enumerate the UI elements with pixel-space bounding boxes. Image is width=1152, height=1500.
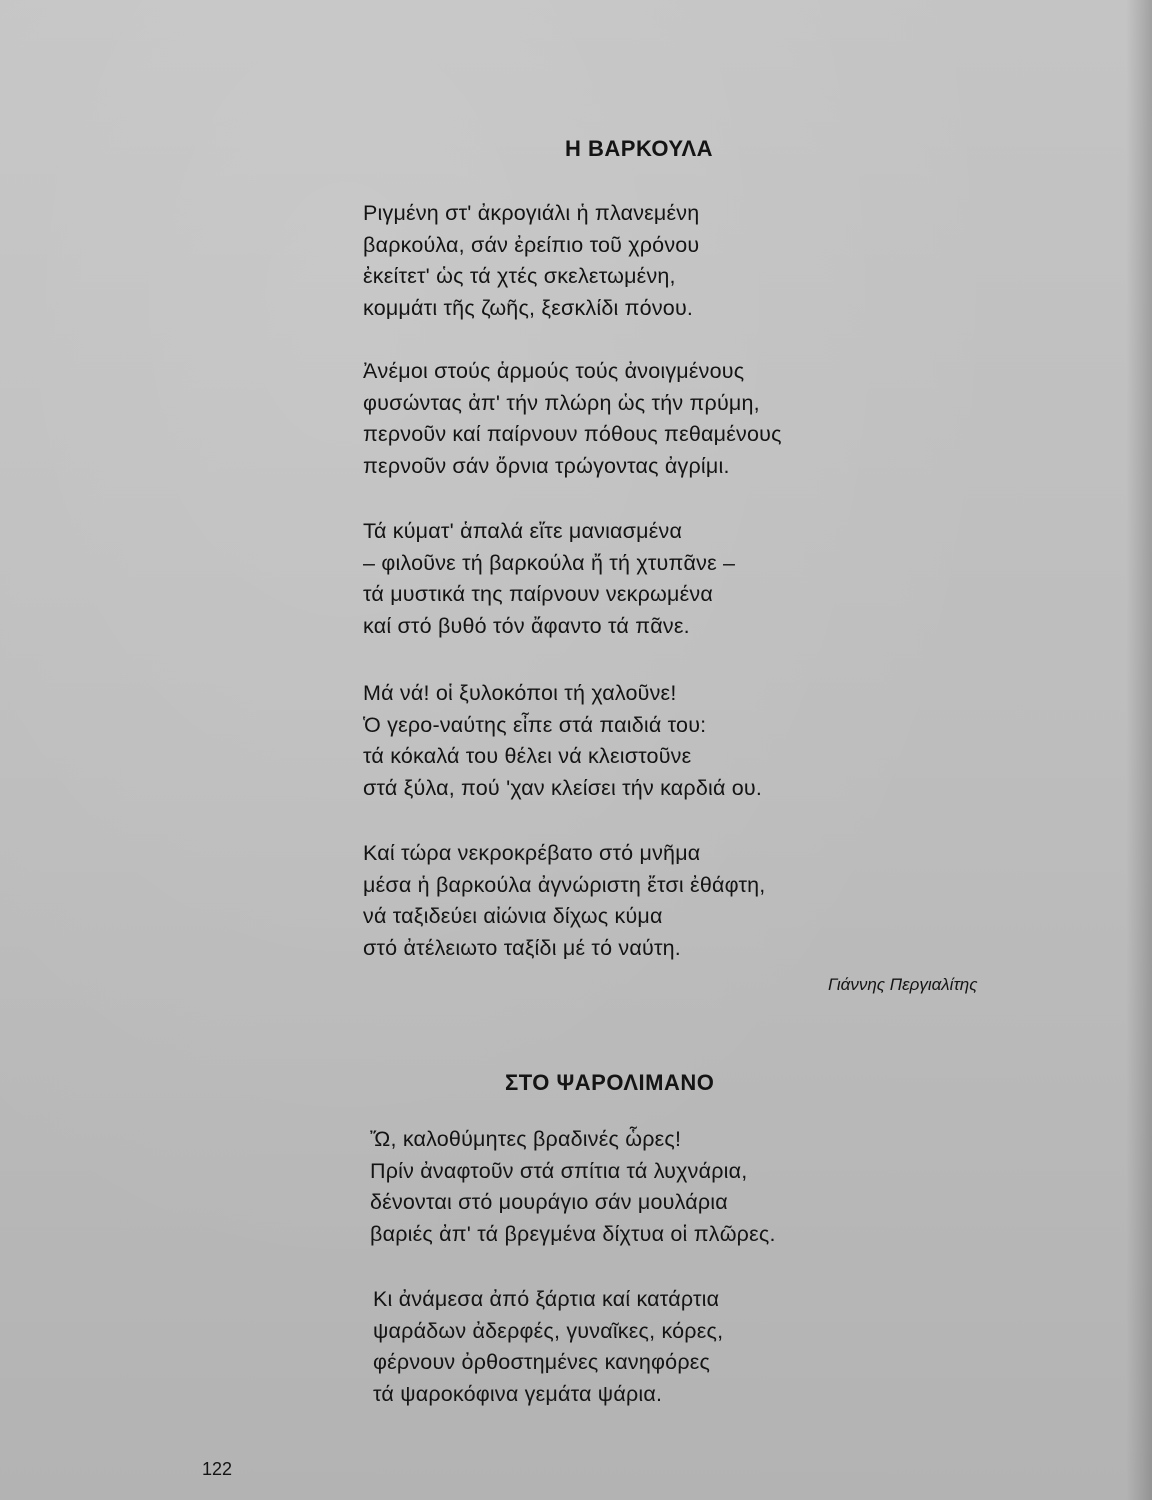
poem-author: Γιάννης Περγιαλίτης [828,975,978,994]
poem-line: Μά νά! οἱ ξυλοκόποι τή χαλοῦνε! [363,681,677,705]
poem-line: Τά κύματ' ἁπαλά εἴτε μανιασμένα [363,519,683,543]
poem-line: τά μυστικά της παίρνουν νεκρωμένα [363,582,713,606]
poem-line: δένονται στό μουράγιο σάν μουλάρια [370,1190,728,1214]
poem-line: Ὁ γερο-ναύτης εἶπε στά παιδιά του: [363,712,707,737]
poem1-stanza-4 [363,678,762,804]
poem-line: Ἀνέμοι στούς ἁρμούς τούς ἀνοιγμένους [363,359,745,383]
poem-line: τά ψαροκόφινα γεμάτα ψάρια. [373,1381,663,1406]
poem-line: κομμάτι τῆς ζωῆς, ξεσκλίδι πόνου. [363,295,694,320]
poem1-stanza-3 [363,516,735,642]
poem-line: τά κόκαλά του θέλει νά κλειστοῦνε [363,744,692,768]
poem-line: Πρίν ἀναφτοῦν στά σπίτια τά λυχνάρια, [370,1158,748,1183]
poem1-stanza-1 [363,198,699,324]
poem1-stanza-5 [363,838,765,964]
page-edge-shadow [1126,0,1152,1500]
poem2-stanza-2 [373,1284,723,1410]
poem-line: ἐκείτετ' ὡς τά χτές σκελετωμένη, [363,264,676,288]
poem-line: καί στό βυθό τόν ἄφαντο τά πᾶνε. [363,613,690,638]
poem-title-psarolimano: ΣΤΟ ΨΑΡΟΛΙΜΑΝΟ [505,1070,715,1095]
poem-line: φέρνουν ὀρθοστημένες κανηφόρες [373,1350,711,1374]
poem-line: στό ἀτέλειωτο ταξίδι μέ τό ναύτη. [363,935,681,960]
page-number: 122 [202,1459,233,1479]
poem-line: νά ταξιδεύει αἰώνια δίχως κύμα [363,904,663,928]
poem-title-varkoula: Η ΒΑΡΚΟΥΛΑ [565,136,714,161]
poem-line: περνοῦν σάν ὄρνια τρώγοντας ἀγρίμι. [363,453,730,478]
poem-line: – φιλοῦνε τή βαρκούλα ἤ τή χτυπᾶνε – [363,550,736,575]
poem-line: Κι ἀνάμεσα ἀπό ξάρτια καί κατάρτια [373,1287,720,1311]
poem-line: ψαράδων ἀδερφές, γυναῖκες, κόρες, [373,1318,724,1343]
poem-line: στά ξύλα, πού 'χαν κλείσει τήν καρδιά ου. [363,775,763,800]
poem-line: μέσα ἡ βαρκούλα ἀγνώριστη ἔτσι ἐθάφτη, [363,872,766,897]
poem-line: Ριγμένη στ' ἀκρογιάλι ἡ πλανεμένη [363,201,700,225]
poem-line: περνοῦν καί παίρνουν πόθους πεθαμένους [363,422,782,446]
poem-line: φυσώντας ἀπ' τήν πλώρη ὡς τήν πρύμη, [363,390,760,415]
poem2-stanza-1 [370,1124,776,1250]
poem-line: βαρκούλα, σάν ἐρείπιο τοῦ χρόνου [363,232,700,257]
poem-line: βαριές ἀπ' τά βρεγμένα δίχτυα οἱ πλῶρες. [370,1221,776,1246]
poem-line: Καί τώρα νεκροκρέβατο στό μνῆμα [363,841,701,865]
poem-line: Ὤ, καλοθύμητες βραδινές ὧρες! [370,1127,682,1151]
poem1-stanza-2 [363,356,782,482]
